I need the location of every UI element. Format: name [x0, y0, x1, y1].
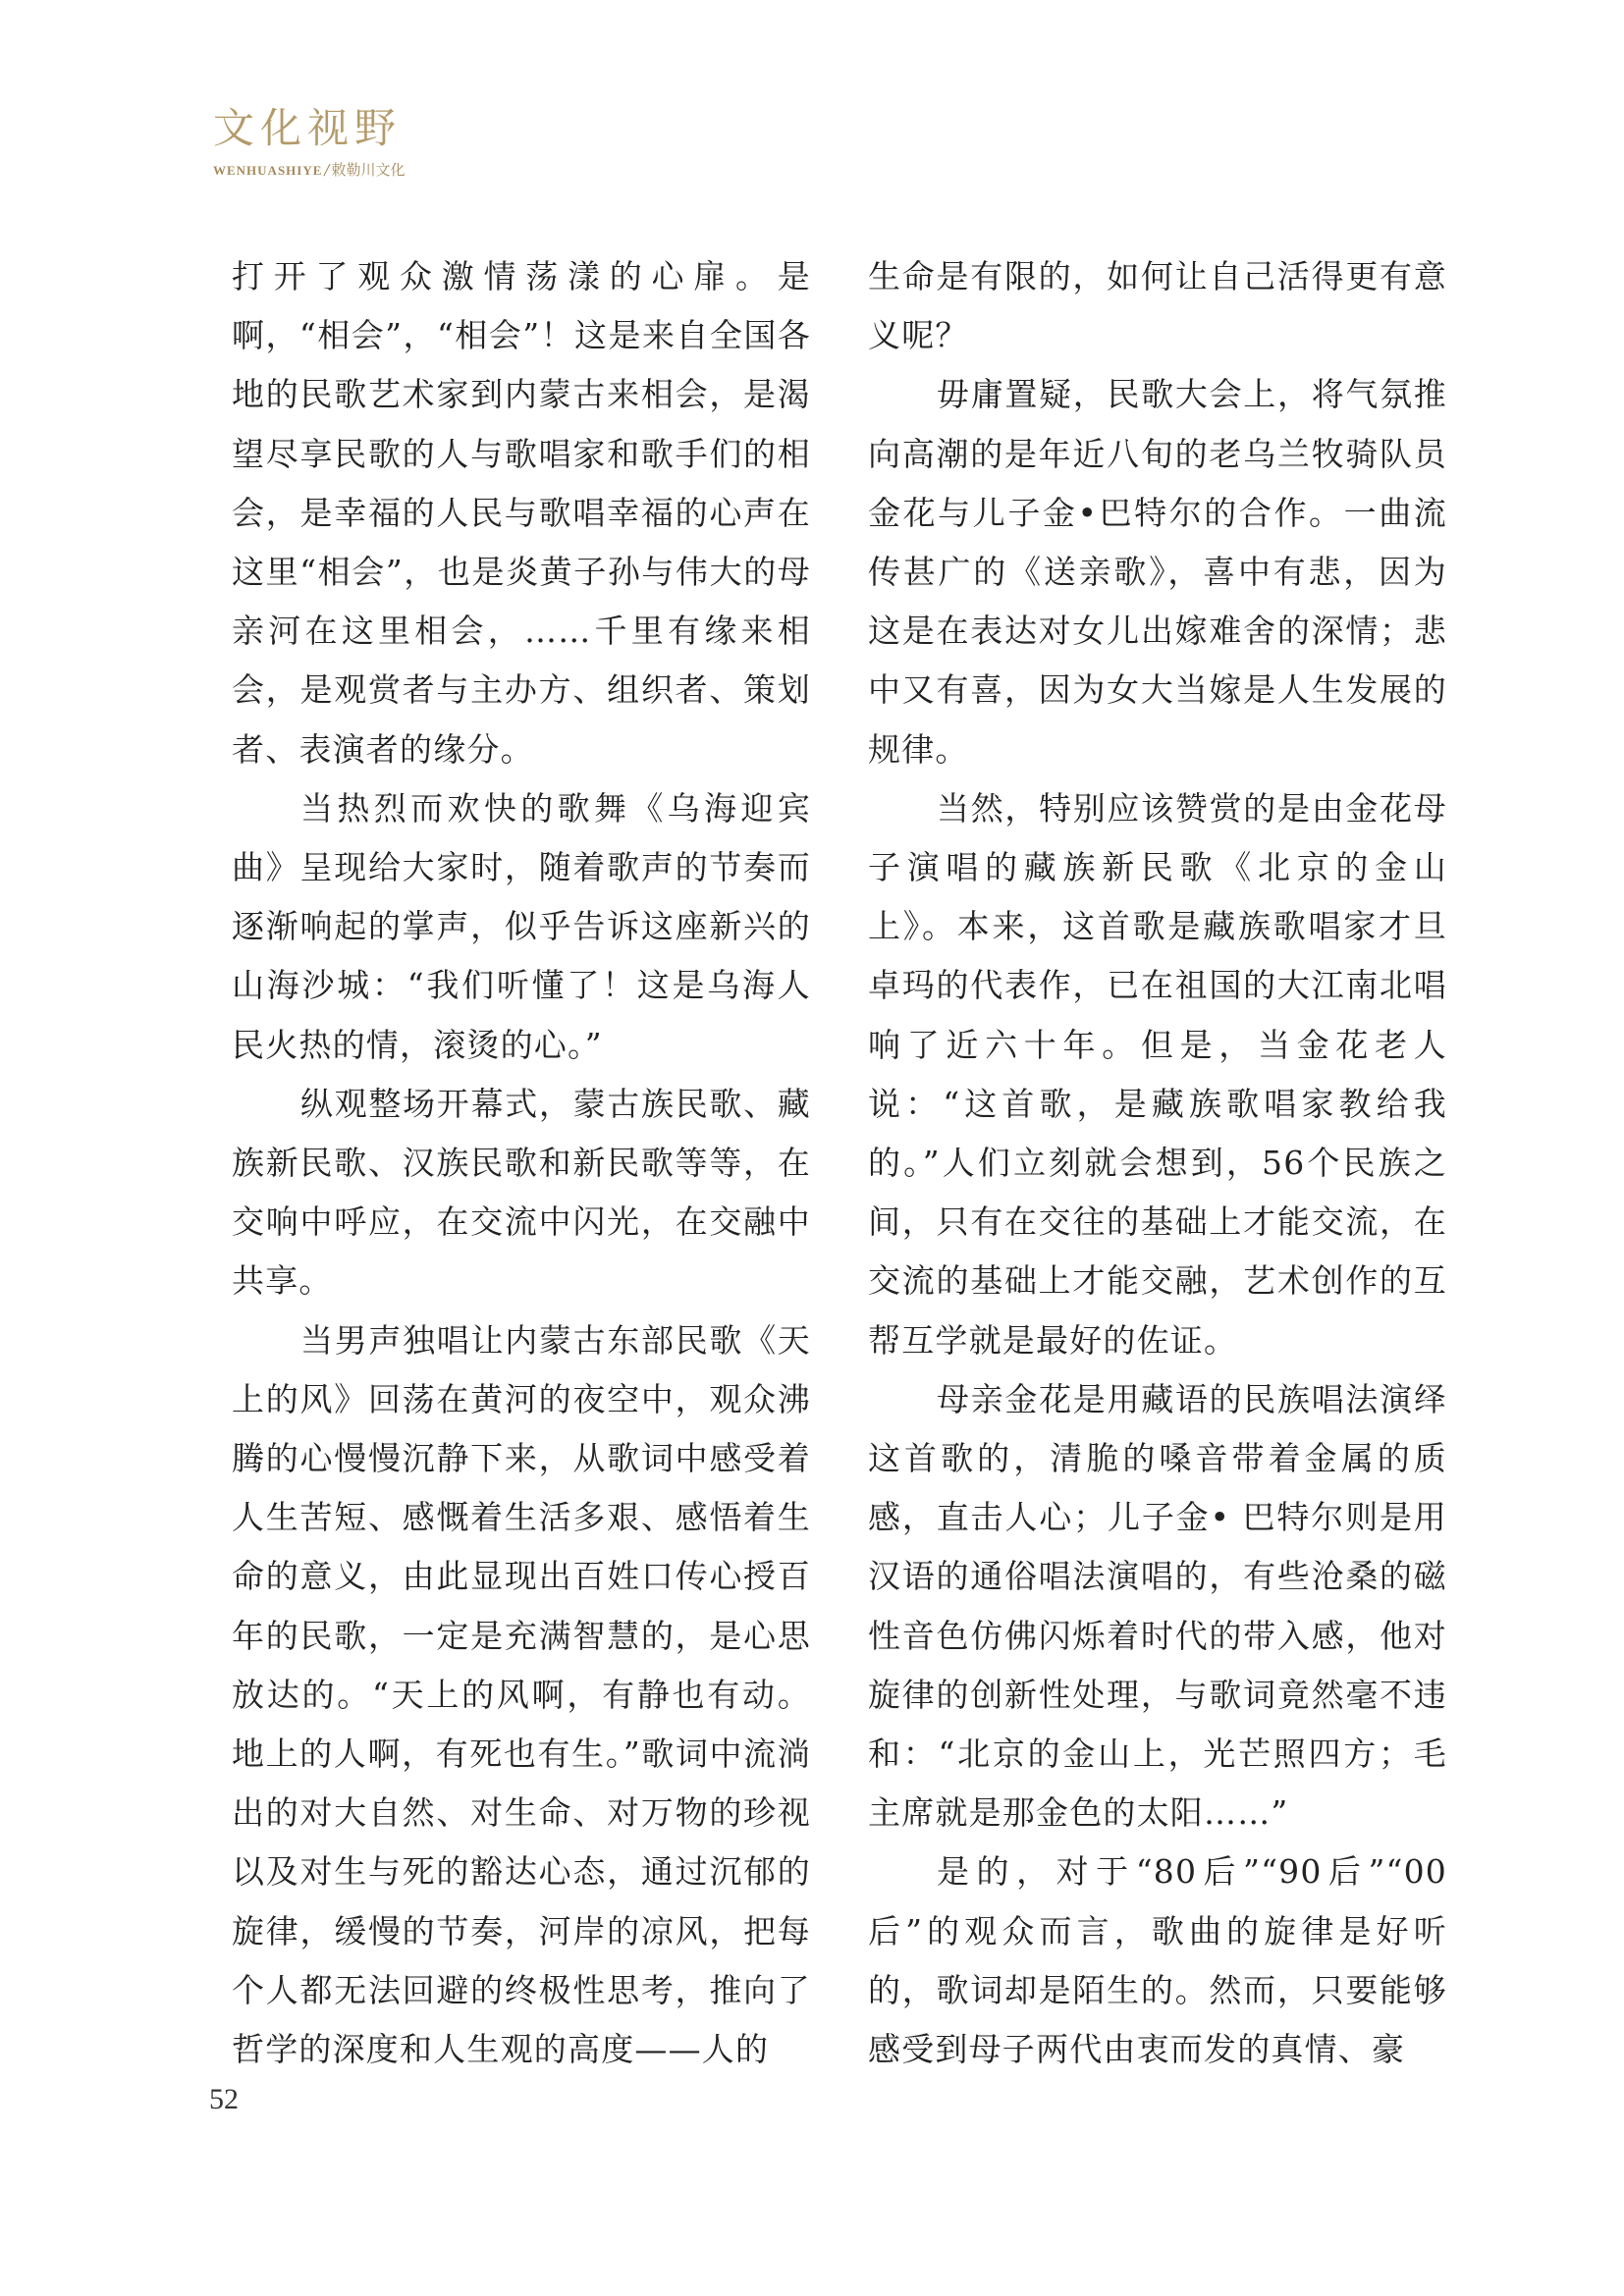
left-paragraph-3: 纵观整场开幕式，蒙古族民歌、藏族新民歌、汉族民歌和新民歌等等，在交响中呼应，在交流中闪光，在交融中共享。	[232, 1084, 811, 1301]
left-paragraph-4: 当男声独唱让内蒙古东部民歌《天上的风》回荡在黄河的夜空中，观众沸腾的心慢慢沉静下来，从歌词中感受着人生苦短、感慨着生活多艰、感悟着生命的意义，由此显现出百姓口传心授百年的民歌，一定是充满智慧的，是心思放达的。“天上的风啊，有静也有动。地上的人啊，有死也有生。”歌词中流淌出的对大自然、对生命、对万物的珍视以及对生与死的豁达心态，通过沉郁的旋律，缓慢的节奏，河岸的凉风，把每个人都无法回避的终极性思考，推向了哲学的深度和人生观的高度——人的	[232, 1320, 811, 2069]
right-column	[868, 247, 1447, 2079]
section-subtitle	[213, 163, 406, 178]
section-subtitle-separator: /	[324, 161, 330, 179]
right-paragraph-4: 母亲金花是用藏语的民族唱法演绎这首歌的，清脆的嗓音带着金属的质感，直击人心；儿子金• 巴特尔则是用汉语的通俗唱法演唱的，有些沧桑的磁性音色仿佛闪烁着时代的带入感，他对旋律的创新性处理，与歌词竟然毫不违和：“北京的金山上，光芒照四方；毛主席就是那金色的太阳……”	[868, 1379, 1447, 1833]
right-paragraph-5: 是的，对于“80后”“90后”“00后”的观众而言，歌曲的旋律是好听的，歌词却是陌生的。然而，只要能够感受到母子两代由衷而发的真情、豪	[868, 1852, 1447, 2069]
left-paragraph-2: 当热烈而欢快的歌舞《乌海迎宾曲》呈现给大家时，随着歌声的节奏而逐渐响起的掌声，似乎告诉这座新兴的山海沙城：“我们听懂了！这是乌海人民火热的情，滚烫的心。”	[232, 788, 811, 1064]
right-paragraph-1: 生命是有限的，如何让自己活得更有意义呢？	[868, 257, 1447, 355]
section-subtitle-latin: WENHUASHIYE	[213, 163, 323, 178]
page-number: 52	[209, 2083, 239, 2115]
right-paragraph-2: 毋庸置疑，民歌大会上，将气氛推向高潮的是年近八旬的老乌兰牧骑队员金花与儿子金•巴特尔的合作。一曲流传甚广的《送亲歌》，喜中有悲，因为这是在表达对女儿出嫁难舍的深情；悲中又有喜，因为女大当嫁是人生发展的规律。	[868, 375, 1447, 769]
section-header	[213, 104, 406, 179]
left-paragraph-1: 打开了观众激情荡漾的心扉。是啊，“相会”，“相会”！这是来自全国各地的民歌艺术家到内蒙古来相会，是渴望尽享民歌的人与歌唱家和歌手们的相会，是幸福的人民与歌唱幸福的心声在这里“相会”，也是炎黄子孙与伟大的母亲河在这里相会，……千里有缘来相会，是观赏者与主办方、组织者、策划者、表演者的缘分。	[232, 257, 811, 769]
right-paragraph-3: 当然，特别应该赞赏的是由金花母子演唱的藏族新民歌《北京的金山上》。本来，这首歌是藏族歌唱家才旦卓玛的代表作，已在祖国的大江南北唱响了近六十年。但是，当金花老人说：“这首歌，是藏族歌唱家教给我的。”人们立刻就会想到，56个民族之间，只有在交往的基础上才能交流，在交流的基础上才能交融，艺术创作的互帮互学就是最好的佐证。	[868, 788, 1447, 1360]
left-column	[232, 247, 811, 2079]
section-subtitle-cn: 敕勒川文化	[331, 161, 406, 179]
section-title: 文化视野	[213, 104, 403, 152]
